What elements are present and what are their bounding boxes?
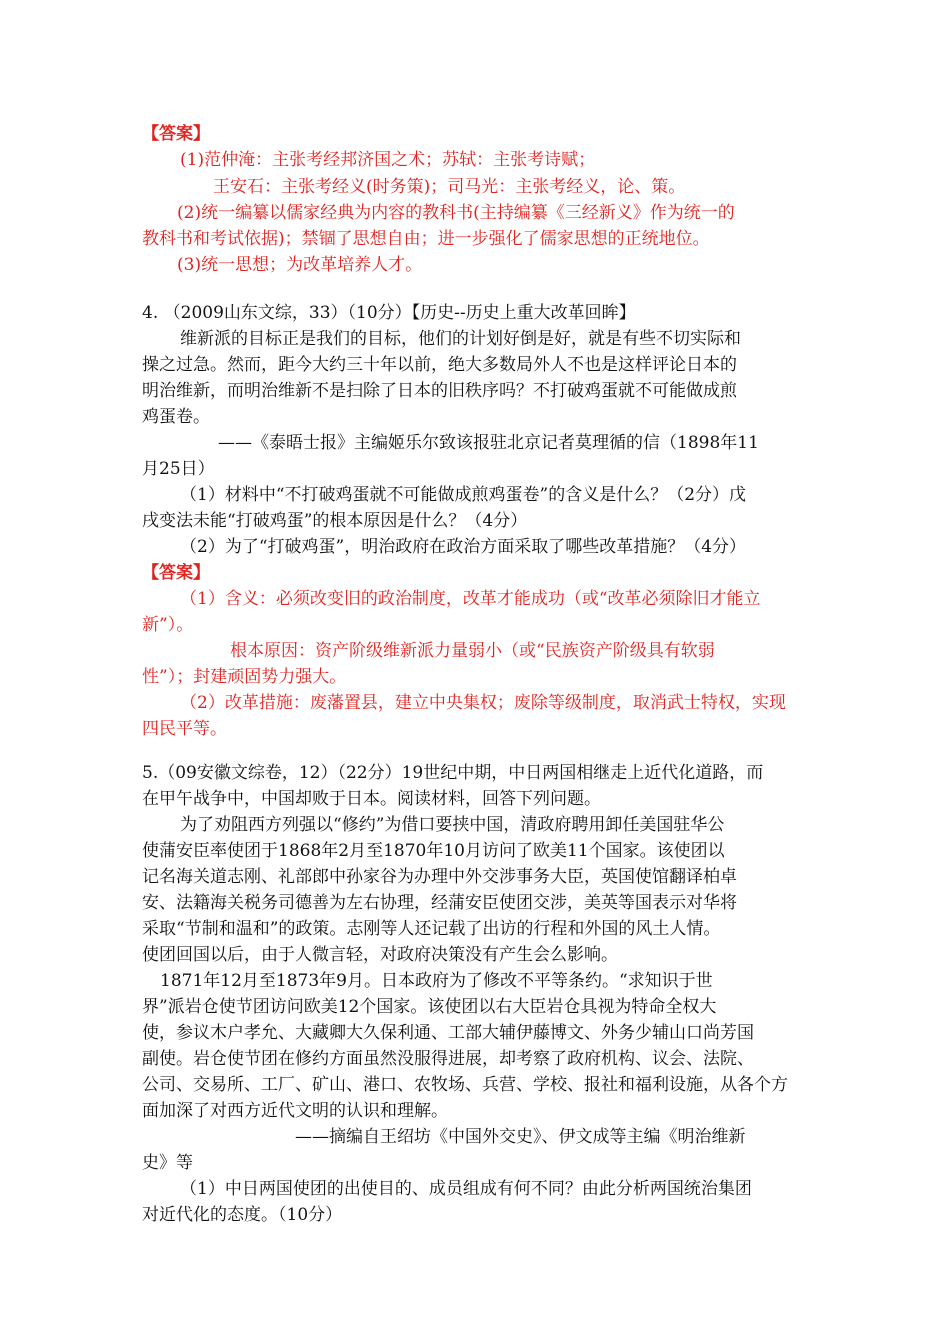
material-line: 安、法籍海关税务司德善为左右协理，经蒲安臣使团交涉，美英等国表示对华将 [142,893,737,913]
answer-line: (1)范仲淹：主张考经邦济国之术；苏轼：主张考诗赋； [180,150,596,170]
question-header: 5.（09安徽文综卷，12）（22分）19世纪中期，中日两国相继走上近代化道路，而 [142,763,764,783]
material-line: 鸡蛋卷。 [142,407,210,427]
answer-line: （2）改革措施：废藩置县，建立中央集权；废除等级制度，取消武士特权，实现 [180,693,786,713]
answer-line: 根本原因：资产阶级维新派力量弱小（或“民族资产阶级具有软弱 [230,641,715,661]
material-line: 使，参议木户孝允、大藏卿大久保利通、工部大辅伊藤博文、外务少辅山口尚芳国 [142,1023,754,1043]
answer-line: 王安石：主张考经义(时务策)；司马光：主张考经义，论、策。 [213,177,686,197]
question-line: 对近代化的态度。（10分） [142,1205,343,1225]
question-line: （1）材料中“不打破鸡蛋就不可能做成煎鸡蛋卷”的含义是什么？（2分）戊 [180,485,747,505]
material-line: 为了劝阻西方列强以“修约”为借口要挟中国，清政府聘用卸任美国驻华公 [180,815,725,835]
answer-label: 【答案】 [142,124,210,144]
answer-line: (2)统一编纂以儒家经典为内容的教科书(主持编纂《三经新义》作为统一的 [177,203,735,223]
material-line: 1871年12月至1873年9月。日本政府为了修改不平等条约。“求知识于世 [160,971,713,991]
material-line: 维新派的目标正是我们的目标，他们的计划好倒是好，就是有些不切实际和 [180,329,741,349]
material-line: 使团回国以后，由于人微言轻，对政府决策没有产生会么影响。 [142,945,618,965]
material-line: 操之过急。然而，距今大约三十年以前，绝大多数局外人不也是这样评论日本的 [142,355,737,375]
question-line: （2）为了“打破鸡蛋”，明治政府在政治方面采取了哪些改革措施？（4分） [180,537,747,557]
answer-line: （1）含义：必须改变旧的政治制度，改革才能成功（或“改革必须除旧才能立 [180,589,761,609]
question-header: 在甲午战争中，中国却败于日本。阅读材料，回答下列问题。 [142,789,601,809]
material-line: 明治维新，而明治维新不是扫除了日本的旧秩序吗？不打破鸡蛋就不可能做成煎 [142,381,737,401]
question-line: 戌变法未能“打破鸡蛋”的根本原因是什么？（4分） [142,511,528,531]
question-line: （1）中日两国使团的出使目的、成员组成有何不同？由此分析两国统治集团 [180,1179,752,1199]
source-citation: 史》等 [142,1153,193,1173]
answer-line: 新”）。 [142,615,194,635]
material-line: 记名海关道志刚、礼部郎中孙家谷为办理中外交涉事务大臣，英国使馆翻译柏卓 [142,867,737,887]
material-line: 界”派岩仓使节团访问欧美12个国家。该使团以右大臣岩仓具视为特命全权大 [142,997,717,1017]
source-citation: ——《泰晤士报》主编姬乐尔致该报驻北京记者莫理循的信（1898年11 [218,433,759,453]
material-line: 副使。岩仓使节团在修约方面虽然没服得进展，却考察了政府机构、议会、法院、 [142,1049,754,1069]
question-header: 4. （2009山东文综，33）（10分）【历史--历史上重大改革回眸】 [142,303,636,323]
answer-label: 【答案】 [142,563,210,583]
material-line: 公司、交易所、工厂、矿山、港口、农牧场、兵营、学校、报社和福利设施，从各个方 [142,1075,788,1095]
source-citation: 月25日） [142,459,215,479]
material-line: 使蒲安臣率使团于1868年2月至1870年10月访问了欧美11个国家。该使团以 [142,841,725,861]
answer-line: 教科书和考试依据)；禁锢了思想自由；进一步强化了儒家思想的正统地位。 [142,229,710,249]
answer-line: (3)统一思想；为改革培养人才。 [177,255,423,275]
material-line: 面加深了对西方近代文明的认识和理解。 [142,1101,448,1121]
answer-line: 四民平等。 [142,719,227,739]
material-line: 采取“节制和温和”的政策。志刚等人还记载了出访的行程和外国的风土人情。 [142,919,721,939]
answer-line: 性”）；封建顽固势力强大。 [142,667,347,687]
source-citation: ——摘编自王绍坊《中国外交史》、伊文成等主编《明治维新 [295,1127,746,1147]
